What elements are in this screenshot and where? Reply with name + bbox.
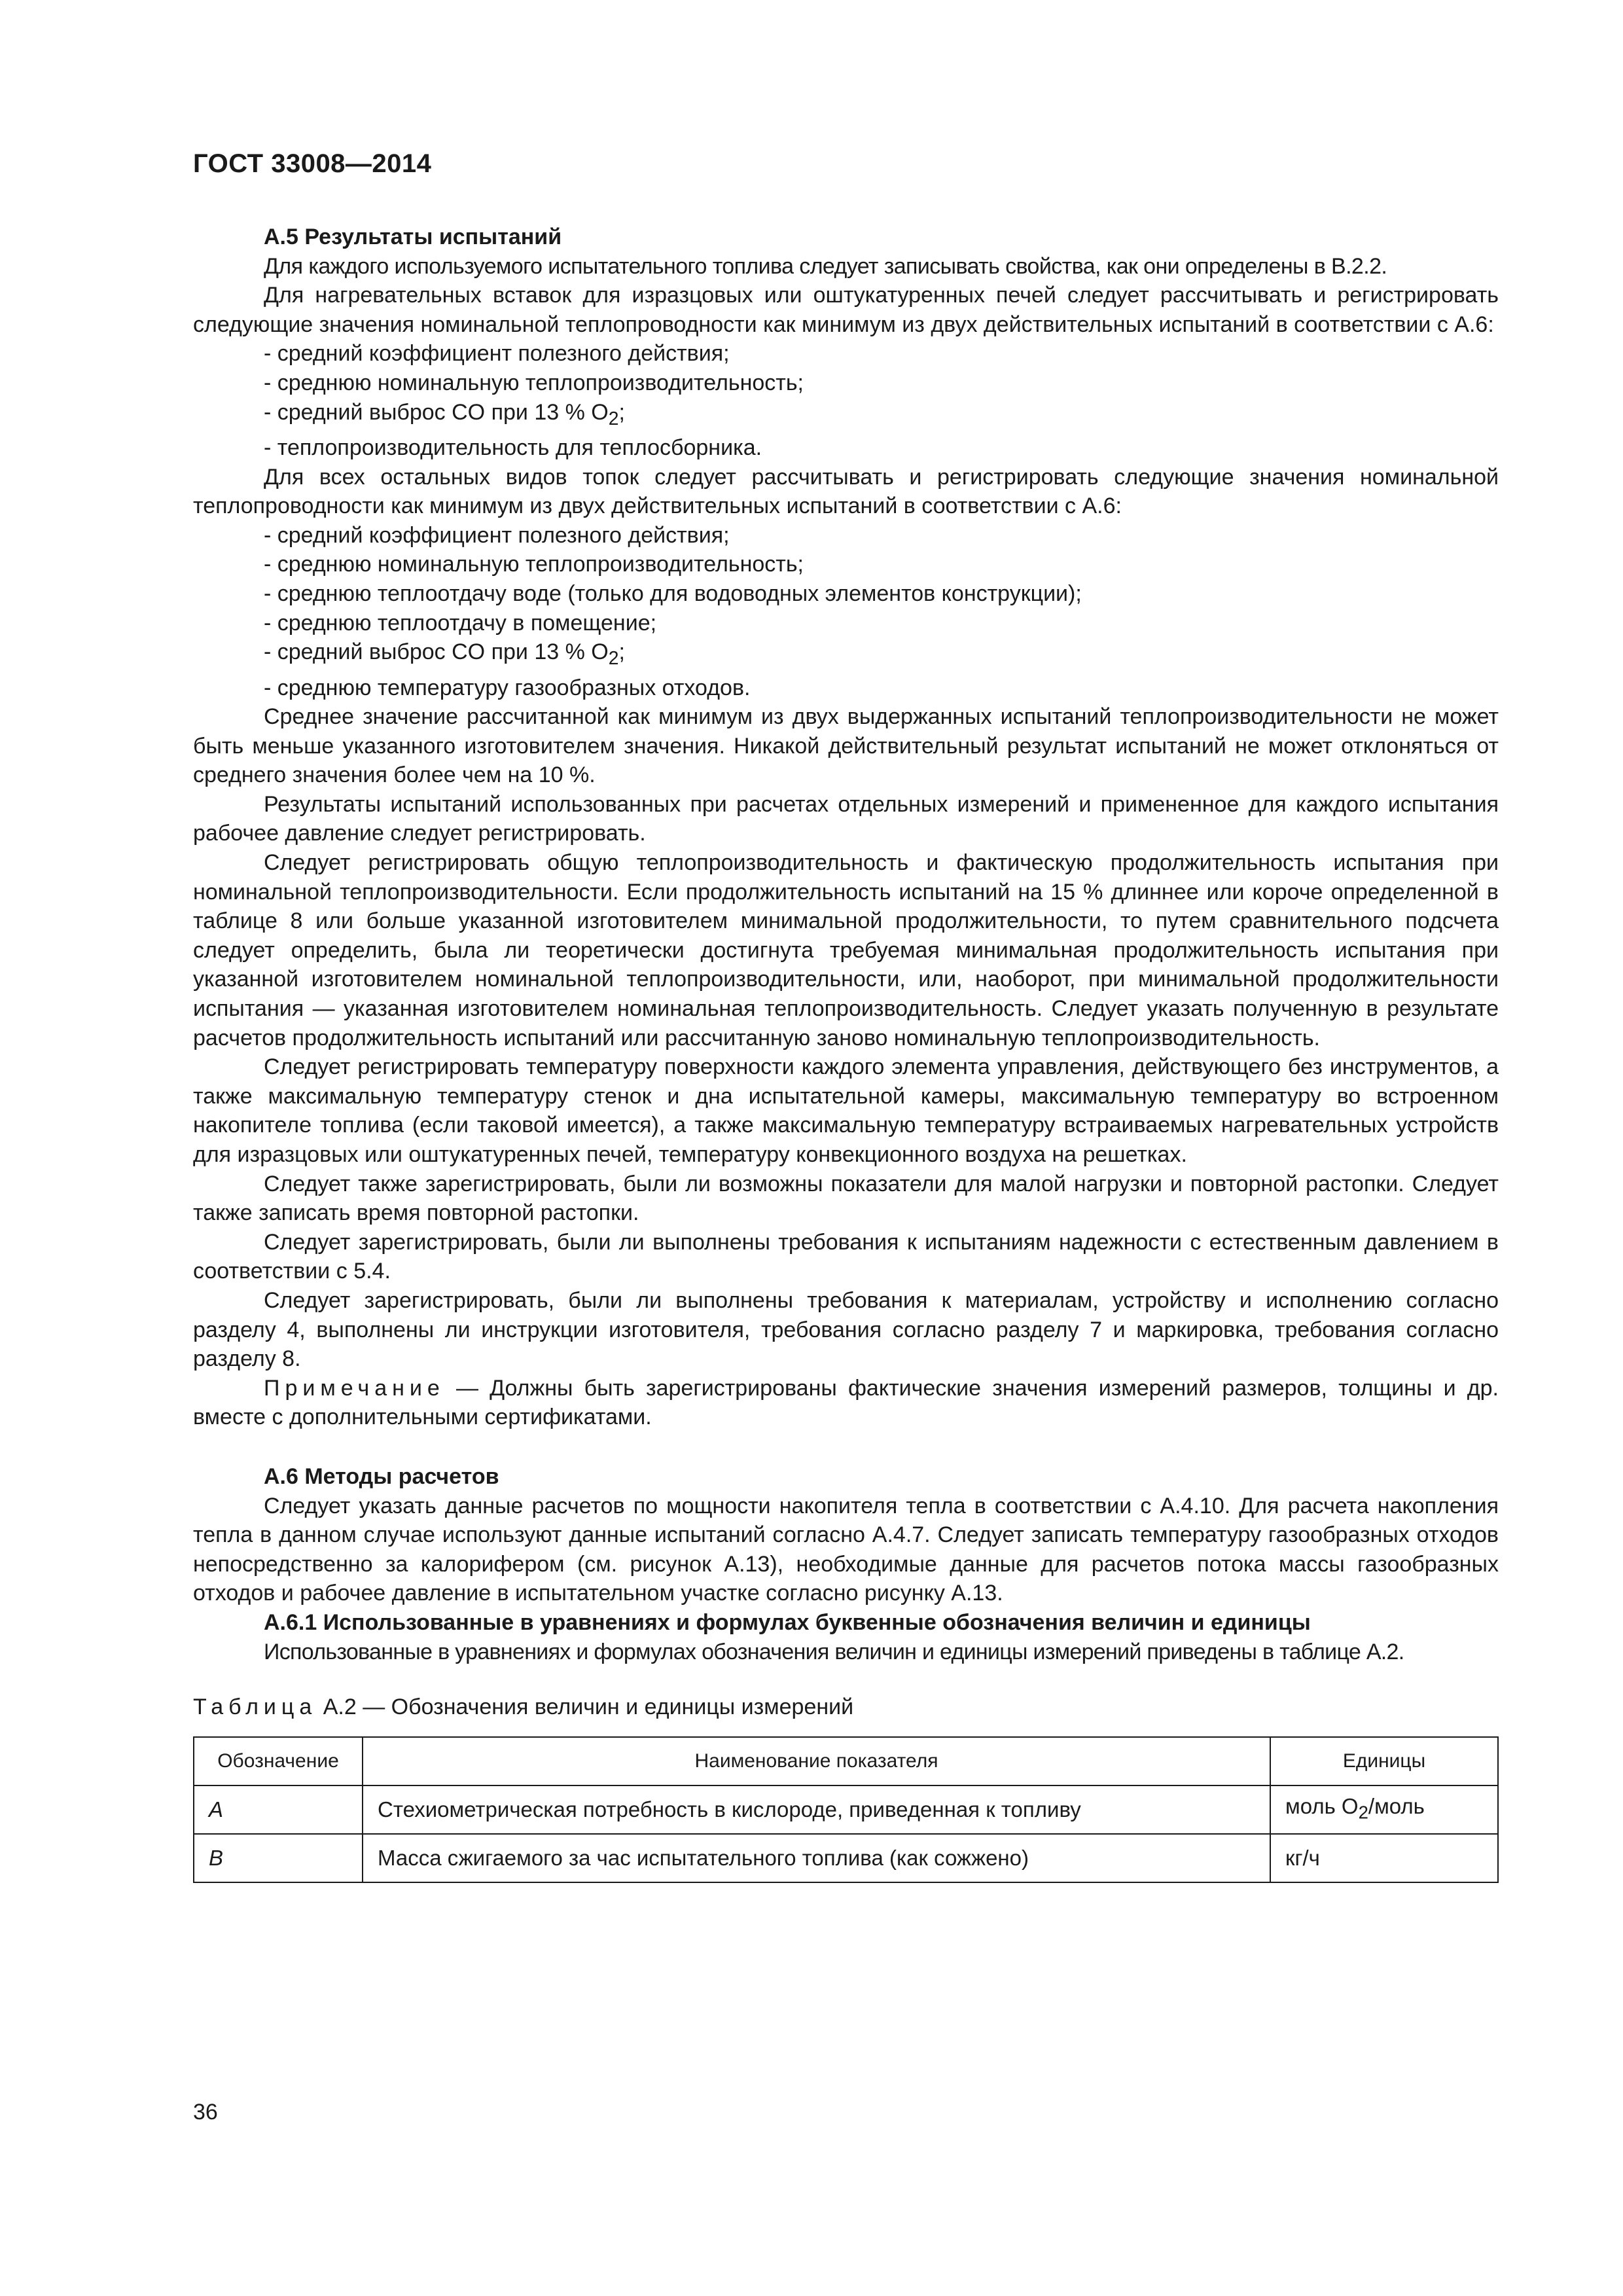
- note-text: — Должны быть зарегистрированы фактические значения измерений размеров, толщины и др. вместе с дополнительными сертификатами.: [193, 1375, 1499, 1430]
- list-item: - теплопроизводительность для теплосборника.: [264, 435, 762, 460]
- subscript: 2: [608, 408, 619, 429]
- table-caption-text: А.2 — Обозначения величин и единицы измерений: [317, 1695, 854, 1720]
- note: [193, 1374, 1499, 1432]
- paragraph: Следует также зарегистрировать, были ли возможны показатели для малой нагрузки и повторной растопки. Следует также записать время повторной растопки.: [193, 1171, 1499, 1226]
- paragraph: Следует регистрировать температуру поверхности каждого элемента управления, действующего без инструментов, а также максимальную температуру стенок и дна испытательной камеры, максимальную температуру во встроенном накопителе топлива (если таковой имеется), а также максимальную температуру встраиваемых нагревательных устройств для изразцовых или оштукатуренных печей, температуру конвекционного воздуха на решетках.: [193, 1054, 1499, 1167]
- table-row: [194, 1834, 1498, 1882]
- list-item: - средний коэффициент полезного действия;: [264, 341, 730, 367]
- paragraph: Использованные в уравнениях и формулах обозначения величин и единицы измерений приведены в таблице А.2.: [264, 1639, 1404, 1664]
- cell-name: Масса сжигаемого за час испытательного топлива (как сожжено): [363, 1834, 1270, 1882]
- page-number: 36: [193, 2100, 218, 2125]
- symbols-table: [193, 1736, 1499, 1883]
- cell-symbol: B: [194, 1834, 363, 1882]
- note-label: Примечание: [264, 1375, 445, 1401]
- paragraph: Следует зарегистрировать, были ли выполнены требования к материалам, устройству и исполнению согласно разделу 4, выполнены ли инструкции изготовителя, требования согласно разделу 7 и маркировка, требования согласно разделу 8.: [193, 1287, 1499, 1372]
- subscript: 2: [1358, 1802, 1368, 1823]
- list-item: - средний коэффициент полезного действия;: [264, 522, 730, 548]
- paragraph: Результаты испытаний использованных при расчетах отдельных измерений и примененное для каждого испытания рабочее давление следует регистрировать.: [193, 791, 1499, 846]
- header-name: Наименование показателя: [363, 1737, 1270, 1785]
- table-row: [194, 1785, 1498, 1834]
- section-a5-title: А.5 Результаты испытаний: [264, 224, 562, 249]
- paragraph: Для каждого используемого испытательного топлива следует записывать свойства, как они определены в В.2.2.: [264, 253, 1387, 279]
- table-caption-label: Таблица: [193, 1695, 317, 1720]
- table-header-row: [194, 1737, 1498, 1785]
- list-efficiency-items-2: [193, 521, 1499, 702]
- table-caption: [193, 1693, 1499, 1722]
- cell-unit: кг/ч: [1270, 1834, 1498, 1882]
- header-symbol: Обозначение: [194, 1737, 363, 1785]
- list-item: - средний выброс CO при 13 % $O_2$;: [264, 399, 625, 429]
- list-item: - среднюю теплоотдачу в помещение;: [264, 610, 657, 636]
- subsection-a61-title: А.6.1 Использованные в уравнениях и формулах буквенные обозначения величин и единицы: [264, 1609, 1311, 1635]
- list-item: - среднюю температуру газообразных отходов.: [264, 675, 751, 700]
- paragraph: Следует указать данные расчетов по мощности накопителя тепла в соответствии с А.4.10. Для расчета накопления тепла в данном случае используют данные испытаний согласно А.4.7. Следует записать температуру газообразных отходов непосредственно за калорифером (см. рисунок А.13), необходимые данные для расчетов потока массы газообразных отходов и рабочее давление в испытательном участке согласно рисунку А.13.: [193, 1493, 1499, 1606]
- cell-symbol: A: [194, 1785, 363, 1834]
- paragraph: Среднее значение рассчитанной как минимум из двух выдержанных испытаний теплопроизводительности не может быть меньше указанного изготовителем значения. Никакой действительный результат испытаний не может отклоняться от среднего значения более чем на 10 %.: [193, 704, 1499, 788]
- document-code: ГОСТ 33008—2014: [193, 149, 432, 178]
- paragraph: Следует зарегистрировать, были ли выполнены требования к испытаниям надежности с естественным давлением в соответствии с 5.4.: [193, 1229, 1499, 1284]
- paragraph: Для нагревательных вставок для изразцовых или оштукатуренных печей следует рассчитывать и регистрировать следующие значения номинальной теплопроводности как минимум из двух действительных испытаний в соответствии с А.6:: [193, 283, 1499, 337]
- list-item: - среднюю номинальную теплопроизводительность;: [264, 552, 804, 577]
- cell-unit: моль $O_2$/моль: [1270, 1785, 1498, 1834]
- list-item: - среднюю теплоотдачу воде (только для водоводных элементов конструкции);: [264, 581, 1082, 606]
- page-content: [193, 223, 1499, 1883]
- paragraph: Следует регистрировать общую теплопроизводительность и фактическую продолжительность испытания при номинальной теплопроизводительности. Если продолжительность испытаний на 15 % длиннее или короче определенной в таблице 8 или больше указанной изготовителем минимальной продолжительности, то путем сравнительного подсчета следует определить, была ли теоретически достигнута требуемая минимальная продолжительность испытания при указанной изготовителем номинальной теплопроизводительности, или, наоборот, при минимальной продолжительности испытания — указанная изготовителем номинальная теплопроизводительность. Следует указать полученную в результате расчетов продолжительность испытаний или рассчитанную заново номинальную теплопроизводительность.: [193, 850, 1499, 1050]
- list-efficiency-items-1: [193, 339, 1499, 462]
- subscript: 2: [608, 647, 619, 669]
- list-item: - средний выброс CO при 13 % $O_2$;: [264, 639, 625, 669]
- cell-name: Стехиометрическая потребность в кислороде, приведенная к топливу: [363, 1785, 1270, 1834]
- header-units: Единицы: [1270, 1737, 1498, 1785]
- paragraph: Для всех остальных видов топок следует рассчитывать и регистрировать следующие значения номинальной теплопроводности как минимум из двух действительных испытаний в соответствии с А.6:: [193, 464, 1499, 519]
- list-item: - среднюю номинальную теплопроизводительность;: [264, 370, 804, 395]
- section-a6-title: А.6 Методы расчетов: [264, 1463, 499, 1489]
